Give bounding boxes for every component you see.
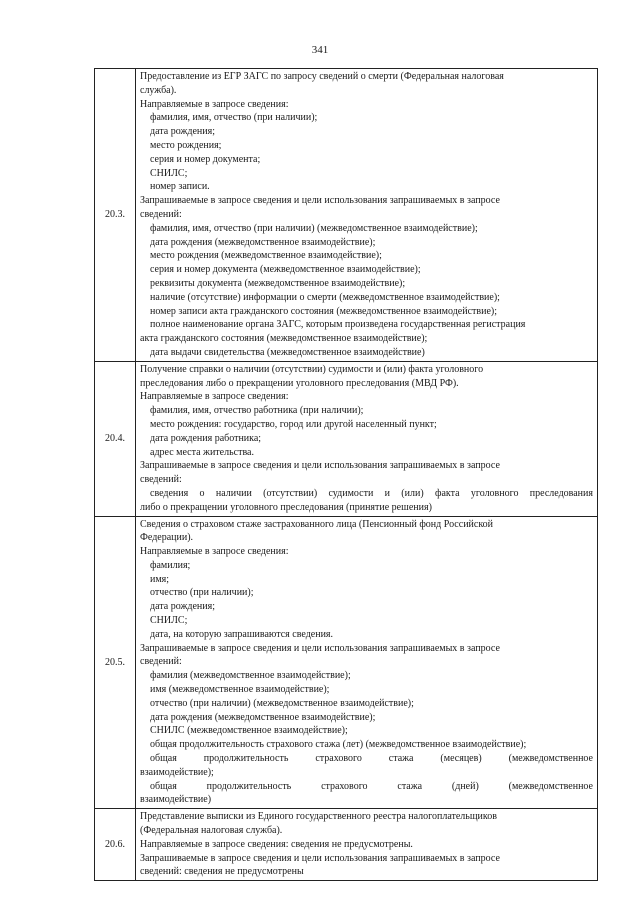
- row-description: [136, 361, 598, 516]
- text-line: Запрашиваемые в запросе сведения и цели использования запрашиваемых в запросе: [140, 195, 500, 207]
- row-number: 20.4.: [95, 361, 136, 516]
- text-line: Направляемые в запросе сведения:: [140, 391, 289, 403]
- text-line: дата рождения (межведомственное взаимодействие);: [150, 236, 376, 248]
- text-line: реквизиты документа (межведомственное взаимодействие);: [150, 277, 406, 289]
- text-line: взаимодействие): [140, 794, 212, 806]
- table-row: [95, 361, 598, 516]
- text-line: дата рождения;: [150, 601, 215, 613]
- text-line: Направляемые в запросе сведения: сведения не предусмотрены.: [140, 838, 413, 850]
- text-line: сведений:: [140, 474, 182, 486]
- text-line: Запрашиваемые в запросе сведения и цели использования запрашиваемых в запросе: [140, 642, 500, 654]
- text-line: служба).: [140, 84, 177, 96]
- text-line: наличие (отсутствие) информации о смерти (межведомственное взаимодействие);: [150, 291, 500, 303]
- row-number: 20.5.: [95, 516, 136, 809]
- text-line: сведения о наличии (отсутствии) судимости и (или) факта уголовного преследования: [150, 487, 593, 499]
- row-number: 20.3.: [95, 69, 136, 362]
- table-row: [95, 809, 598, 881]
- row-description: [136, 516, 598, 809]
- text-line: имя;: [150, 573, 170, 585]
- text-line: общая продолжительность страхового стажа (месяцев) (межведомственное: [150, 753, 593, 765]
- text-line: СНИЛС;: [150, 615, 188, 627]
- table-row: [95, 69, 598, 362]
- text-line: место рождения;: [150, 139, 222, 151]
- text-line: (Федеральная налоговая служба).: [140, 825, 283, 837]
- text-line: фамилия, имя, отчество (при наличии);: [150, 112, 318, 124]
- text-line: сведений:: [140, 656, 182, 668]
- text-line: Предоставление из ЕГР ЗАГС по запросу сведений о смерти (Федеральная налоговая: [140, 71, 504, 82]
- text-line: дата выдачи свидетельства (межведомственное взаимодействие): [150, 346, 425, 358]
- text-line: СНИЛС (межведомственное взаимодействие);: [150, 725, 348, 737]
- text-line: фамилия, имя, отчество работника (при наличии);: [150, 405, 364, 417]
- text-line: отчество (при наличии);: [150, 587, 254, 599]
- text-line: Запрашиваемые в запросе сведения и цели использования запрашиваемых в запросе: [140, 460, 500, 472]
- text-line: место рождения (межведомственное взаимодействие);: [150, 250, 382, 262]
- text-line: отчество (при наличии) (межведомственное взаимодействие);: [150, 697, 414, 709]
- text-line: фамилия, имя, отчество (при наличии) (межведомственное взаимодействие);: [150, 222, 478, 234]
- text-line: Сведения о страховом стаже застрахованного лица (Пенсионный фонд Российской: [140, 518, 494, 530]
- text-line: фамилия;: [150, 559, 191, 571]
- text-line: адрес места жительства.: [150, 446, 254, 458]
- text-line: имя (межведомственное взаимодействие);: [150, 684, 330, 696]
- text-line: Представление выписки из Единого государственного реестра налогоплательщиков: [140, 811, 497, 823]
- text-line: СНИЛС;: [150, 167, 188, 179]
- page-number: 341: [311, 44, 329, 56]
- text-line: преследования либо о прекращении уголовного преследования (МВД РФ).: [140, 377, 459, 389]
- row-number: 20.6.: [95, 809, 136, 881]
- table-row: [95, 516, 598, 809]
- text-line: дата, на которую запрашиваются сведения.: [150, 628, 334, 640]
- text-line: Направляемые в запросе сведения:: [140, 546, 289, 558]
- text-line: полное наименование органа ЗАГС, которым произведена государственная регистрация: [150, 319, 526, 331]
- row-description: [136, 809, 598, 881]
- text-line: акта гражданского состояния (межведомственное взаимодействие);: [140, 333, 428, 345]
- text-line: номер записи акта гражданского состояния (межведомственное взаимодействие);: [150, 305, 498, 317]
- text-line: сведений: сведения не предусмотрены: [140, 866, 304, 878]
- row-description: [136, 69, 598, 362]
- text-line: дата рождения работника;: [150, 432, 262, 444]
- text-line: серия и номер документа (межведомственное взаимодействие);: [150, 264, 421, 276]
- text-line: Получение справки о наличии (отсутствии) судимости и (или) факта уголовного: [140, 363, 484, 375]
- text-line: дата рождения (межведомственное взаимодействие);: [150, 711, 376, 723]
- text-line: взаимодействие);: [140, 766, 214, 778]
- text-line: серия и номер документа;: [150, 153, 261, 165]
- text-line: либо о прекращении уголовного преследования (принятие решения): [140, 501, 432, 513]
- text-line: Запрашиваемые в запросе сведения и цели использования запрашиваемых в запросе: [140, 852, 500, 864]
- text-line: Федерации).: [140, 532, 194, 544]
- requests-table: [94, 68, 598, 881]
- text-line: Направляемые в запросе сведения:: [140, 98, 289, 110]
- text-line: сведений:: [140, 208, 182, 220]
- text-line: номер записи.: [150, 181, 210, 193]
- text-line: общая продолжительность страхового стажа (лет) (межведомственное взаимодействие);: [150, 739, 527, 751]
- text-line: общая продолжительность страхового стажа (дней) (межведомственное: [150, 780, 593, 792]
- text-line: дата рождения;: [150, 126, 215, 138]
- text-line: место рождения: государство, город или другой населенный пункт;: [150, 418, 437, 430]
- text-line: фамилия (межведомственное взаимодействие);: [150, 670, 351, 682]
